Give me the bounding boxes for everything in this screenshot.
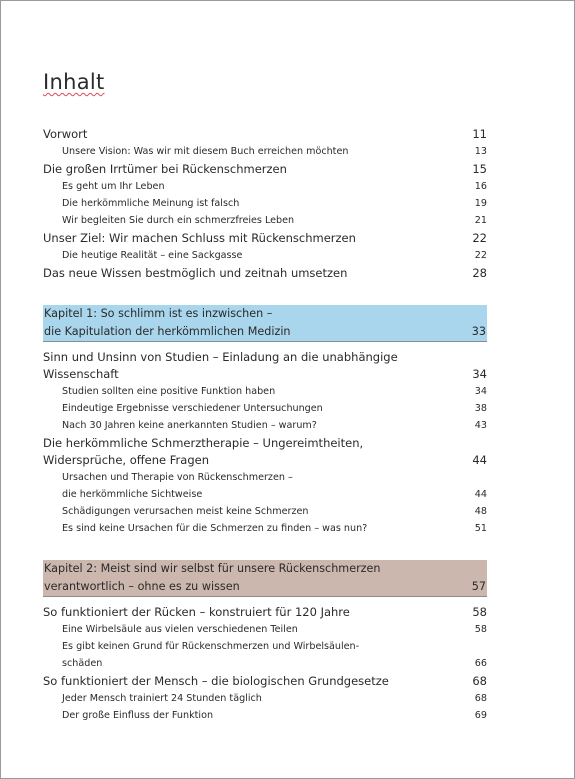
toc-entry-title: Eine Wirbelsäule aus vielen verschiedenen Teilen (62, 624, 298, 635)
chapter-1-entries (43, 348, 487, 537)
toc-entry-title: Eindeutige Ergebnisse verschiedener Untersuchungen (62, 403, 323, 414)
front-matter-list (43, 125, 487, 282)
chapter-1-title: Kapitel 1: So schlimm ist es inzwischen – die Kapitulation der herkömmlichen Medizin (44, 307, 291, 338)
toc-entry-title: Die heutige Realität – eine Sackgasse (62, 250, 243, 261)
toc-entry-page: 15 (472, 161, 487, 176)
toc-subsection-entry[interactable] (43, 383, 487, 400)
toc-entry-title: Der große Einfluss der Funktion (62, 710, 214, 721)
toc-entry-title: Vorwort (43, 126, 88, 141)
toc-entry-title: Die herkömmliche Meinung ist falsch (62, 198, 240, 209)
toc-entry-title: So funktioniert der Rücken – konstruiert für 120 Jahre (43, 604, 350, 619)
toc-entry-title: Jeder Mensch trainiert 24 Stunden täglich (62, 693, 262, 704)
toc-subsection-entry[interactable] (43, 621, 487, 638)
toc-entry-page: 19 (474, 198, 487, 209)
chapter-2-entries (43, 603, 487, 724)
toc-section-entry[interactable] (43, 672, 487, 690)
chapter-1-page: 33 (471, 324, 486, 338)
toc-entry-page: 68 (474, 693, 487, 704)
toc-section-entry[interactable] (43, 229, 487, 247)
toc-subsection-entry[interactable] (43, 503, 487, 520)
toc-entry-page: 69 (474, 710, 487, 721)
toc-entry-page: 68 (472, 673, 487, 688)
table-of-contents (43, 125, 487, 724)
chapter-2-heading[interactable] (43, 560, 487, 597)
toc-entry-title: Die herkömmliche Schmerztherapie – Ungereimtheiten, Widersprüche, offene Fragen (43, 435, 364, 467)
toc-entry-page: 51 (474, 523, 487, 534)
toc-entry-title: Sinn und Unsinn von Studien – Einladung an die unabhängige Wissenschaft (43, 349, 398, 381)
toc-entry-title: Schädigungen verursachen meist keine Schmerzen (62, 506, 309, 517)
toc-entry-title: Nach 30 Jahren keine anerkannten Studien – warum? (62, 420, 317, 431)
toc-entry-title: Das neue Wissen bestmöglich und zeitnah umsetzen (43, 265, 348, 280)
toc-subsection-entry[interactable] (43, 690, 487, 707)
chapter-1-heading[interactable] (43, 305, 487, 342)
toc-entry-page: 48 (474, 506, 487, 517)
toc-subsection-entry[interactable] (43, 469, 487, 503)
toc-entry-title: Es gibt keinen Grund für Rückenschmerzen und Wirbelsäulen- schäden (62, 641, 360, 669)
toc-entry-title: So funktioniert der Mensch – die biologischen Grundgesetze (43, 673, 389, 688)
toc-entry-page: 58 (474, 624, 487, 635)
toc-subsection-entry[interactable] (43, 178, 487, 195)
toc-section-entry[interactable] (43, 160, 487, 178)
toc-subsection-entry[interactable] (43, 143, 487, 160)
toc-subsection-entry[interactable] (43, 195, 487, 212)
toc-entry-page: 44 (472, 452, 487, 467)
chapter-2-page: 57 (471, 579, 486, 593)
toc-entry-title: Ursachen und Therapie von Rückenschmerzen – die herkömmliche Sichtweise (62, 472, 293, 500)
toc-subsection-entry[interactable] (43, 212, 487, 229)
toc-section-entry[interactable] (43, 434, 487, 469)
toc-entry-page: 34 (474, 386, 487, 397)
toc-entry-title: Es geht um Ihr Leben (62, 181, 165, 192)
toc-section-entry[interactable] (43, 264, 487, 282)
toc-entry-title: Unsere Vision: Was wir mit diesem Buch erreichen möchten (62, 146, 349, 157)
toc-entry-page: 43 (474, 420, 487, 431)
toc-entry-page: 21 (474, 215, 487, 226)
chapter-2-title: Kapitel 2: Meist sind wir selbst für unsere Rückenschmerzen verantwortlich – ohne es zu wissen (44, 562, 381, 593)
toc-entry-title: Wir begleiten Sie durch ein schmerzfreies Leben (62, 215, 295, 226)
toc-entry-page: 11 (472, 126, 487, 141)
toc-entry-title: Die großen Irrtümer bei Rückenschmerzen (43, 161, 287, 176)
toc-entry-title: Es sind keine Ursachen für die Schmerzen zu finden – was nun? (62, 523, 368, 534)
toc-entry-title: Unser Ziel: Wir machen Schluss mit Rückenschmerzen (43, 230, 356, 245)
toc-subsection-entry[interactable] (43, 247, 487, 264)
toc-entry-page: 22 (474, 250, 487, 261)
toc-subsection-entry[interactable] (43, 417, 487, 434)
toc-subsection-entry[interactable] (43, 520, 487, 537)
toc-entry-page: 58 (472, 604, 487, 619)
toc-entry-page: 28 (472, 265, 487, 280)
toc-entry-page: 13 (474, 146, 487, 157)
toc-entry-page: 66 (474, 658, 487, 669)
toc-section-entry[interactable] (43, 603, 487, 621)
toc-entry-page: 34 (472, 366, 487, 381)
toc-entry-page: 38 (474, 403, 487, 414)
toc-subsection-entry[interactable] (43, 400, 487, 417)
toc-entry-page: 44 (474, 489, 487, 500)
toc-subsection-entry[interactable] (43, 707, 487, 724)
toc-entry-page: 16 (474, 181, 487, 192)
toc-entry-title: Studien sollten eine positive Funktion haben (62, 386, 276, 397)
toc-subsection-entry[interactable] (43, 638, 487, 672)
toc-section-entry[interactable] (43, 125, 487, 143)
toc-section-entry[interactable] (43, 348, 487, 383)
page-title: Inhalt (43, 70, 105, 94)
toc-entry-page: 22 (472, 230, 487, 245)
